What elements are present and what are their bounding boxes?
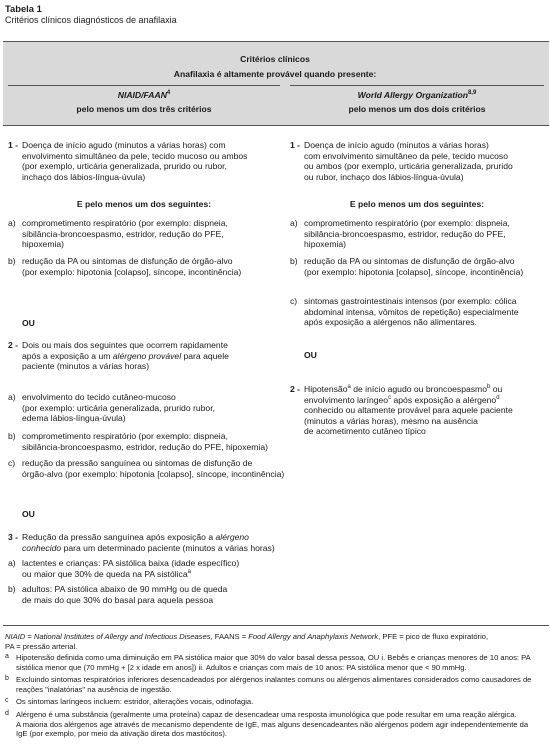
text-line: hipoxemia)	[22, 239, 65, 250]
header-right-org: World Allergy Organization$^{8,9}$	[357, 90, 477, 100]
footnote-a-mark: a	[5, 653, 9, 660]
text-line: reações "inalatórias" na ausência de ingestão.	[16, 684, 172, 694]
left-criterion-2-number: 2 -	[8, 340, 19, 350]
text-line: comprometimento respiratório (por exemplo: dispneia,	[304, 218, 510, 228]
table-caption: Critérios clínicos diagnósticos de anafilaxia	[5, 15, 177, 25]
text-line: envolvimento simultâneo da pele, tecido mucoso ou ambos	[22, 150, 248, 161]
left-criterion-2a	[22, 392, 215, 424]
text-line: PA = pressão arterial.	[5, 641, 78, 651]
text-line: ou maior que 30% de queda na PA sistólica$^a$	[22, 568, 191, 579]
right-criterion-2	[304, 384, 513, 437]
left-criterion-1b	[22, 256, 241, 277]
text-line: com envolvimento simultâneo da pele, tecido mucoso	[304, 150, 508, 161]
left-item-b-mark: b)	[8, 584, 16, 594]
left-or-2: OU	[22, 509, 35, 519]
header-left-org: NIAID/FAAN$^4$	[117, 90, 171, 100]
right-item-b-mark: b)	[290, 256, 298, 266]
text-line: órgão-alvo (por exemplo: hipotonia [colapso], síncope, incontinência)	[22, 468, 285, 479]
text-line: A maioria dos alérgenos age através de mecanismo dependente de IgE, mas alguns desencadeantes não alérgenos podem agir independentemente da	[16, 719, 529, 729]
text-line: edema lábios-língua-úvula)	[22, 413, 126, 424]
right-criterion-b	[304, 256, 523, 277]
text-line: sibilância-broncoespasmo, estridor, redução do PFE,	[304, 228, 506, 239]
left-criterion-3b	[22, 584, 227, 605]
text-line: ou rubor, inchaço dos lábios-língua-úvula)	[304, 171, 464, 182]
text-line: inchaço dos lábios-língua-úvula)	[22, 171, 146, 182]
left-item-b-mark: b)	[8, 431, 16, 441]
text-line: (minutos a várias horas), mesmo na ausência	[304, 415, 478, 426]
header-title: Critérios clínicos	[240, 54, 310, 64]
footnote-d	[16, 710, 528, 739]
header-rule-left	[8, 85, 280, 86]
text-line: lactentes e crianças: PA sistólica baixa (idade específico)	[22, 558, 240, 568]
header-rule-right	[290, 85, 544, 86]
text-line: Doença de início agudo (minutos a várias horas)	[304, 140, 489, 150]
left-criterion-1a	[22, 218, 228, 250]
left-item-a-mark: a)	[8, 392, 16, 402]
text-line: envolvimento laríngeo$^c$ após exposição a alérgeno$^d$	[304, 394, 500, 405]
text-line: comprometimento respiratório (por exemplo: dispneia,	[22, 431, 228, 441]
text-line: redução da PA ou sintomas de disfunção de órgão-alvo	[22, 256, 233, 266]
table-label: Tabela 1	[5, 3, 42, 14]
right-criterion-1-number: 1 -	[290, 140, 301, 150]
left-criterion-2	[22, 340, 229, 372]
left-item-a-mark: a)	[8, 558, 16, 568]
text-line: sintomas gastrointestinais intensos (por exemplo: cólica	[304, 296, 517, 306]
left-item-a-mark: a)	[8, 218, 16, 228]
text-line: IgE (por exemplo, por meio da ativação direta dos mastócitos).	[16, 729, 228, 739]
left-criterion-3-number: 3 -	[8, 532, 19, 542]
footnote-c-mark: c	[5, 697, 9, 704]
left-criterion-2c	[22, 458, 284, 479]
text-line: comprometimento respiratório (por exemplo: dispneia,	[22, 218, 228, 228]
text-line: (por exemplo: urticária generalizada, prurido rubor,	[22, 402, 215, 413]
left-or-1: OU	[22, 318, 35, 328]
right-or-1: OU	[304, 350, 317, 360]
footnote-a	[16, 653, 531, 672]
text-line: Doença de início agudo (minutos a várias horas) com	[22, 140, 226, 150]
text-line: Hipotensão$^a$ de início agudo ou broncoespasmo$^b$ ou	[304, 384, 503, 394]
text-line: paciente (minutos a várias horas)	[22, 361, 150, 372]
header-subtitle: Anafilaxia é altamente provável quando presente:	[173, 69, 377, 79]
text-line: conhecido para um determinado paciente (minutos a várias horas)	[22, 542, 275, 553]
text-line: sibilância-broncoespasmo, estridor, redução do PFE,	[22, 228, 224, 239]
footnote-b-mark: b	[5, 675, 9, 682]
text-line: ou ambos (por exemplo, urticária generalizada, prurido	[304, 161, 513, 172]
text-line: hipoxemia)	[304, 239, 347, 250]
text-line: de mais do que 30% do basal para aquela pessoa	[22, 594, 214, 605]
left-criterion-3	[22, 532, 275, 553]
left-and-at-least: E pelo menos um dos seguintes:	[76, 199, 212, 209]
right-criterion-c	[304, 296, 519, 328]
right-item-c-mark: c)	[290, 296, 298, 306]
text-line: (por exemplo: hipotonia [colapso], síncope, incontinência)	[304, 266, 524, 277]
text-line: redução da pressão sanguínea ou sintomas de disfunção de	[22, 458, 253, 468]
text-line: NIAID = National Institutes of Allergy and Infectious Diseases, FAANS = Food Allergy and Anaphylaxis Network, PFE = pico de fluxo expiratório,	[5, 632, 489, 641]
header-left-sub: pelo menos um dos três critérios	[76, 104, 212, 114]
text-line: redução da PA ou sintomas de disfunção de órgão-alvo	[304, 256, 515, 266]
footnote-c	[16, 697, 253, 707]
footnote-b	[16, 675, 531, 694]
text-line: Os sintomas laríngeos incluem: estridor, alterações vocais, odinofagia.	[16, 697, 254, 706]
right-criterion-a	[304, 218, 510, 250]
text-line: (por exemplo, urticária generalizada, prurido ou rubor,	[22, 161, 227, 172]
left-item-c-mark: c)	[8, 458, 16, 468]
left-criterion-1-number: 1 -	[8, 140, 19, 150]
text-line: Alérgeno é uma substância (geralmente uma proteína) capaz de desencadear uma resposta imunológica que pode resultar em uma reação alérgica.	[16, 710, 517, 719]
left-criterion-2b	[22, 431, 268, 452]
text-line: sibilância-broncoespasmo, estridor, redução do PFE, hipoxemia)	[22, 441, 268, 452]
text-line: envolvimento do tecido cutâneo-mucoso	[22, 392, 176, 402]
text-line: Excluindo sintomas respiratórios inferiores desencadeados por alérgenos inalantes comuns ou alérgenos alimentares considerados como causadores de	[16, 675, 532, 684]
left-criterion-3a	[22, 558, 239, 579]
text-line: sistólica menor que (70 mmHg + [2 x idade em anos]) ii. Adultos e crianças com mais de 10 anos: PA sistólica menor que < 90 mmHg.	[16, 662, 467, 672]
text-line: após a exposição a um alérgeno provável para aquele	[22, 350, 229, 361]
text-line: conhecido ou altamente provável para aquele paciente	[304, 405, 513, 416]
left-item-b-mark: b)	[8, 256, 16, 266]
right-item-a-mark: a)	[290, 218, 298, 228]
text-line: Dois ou mais dos seguintes que ocorrem rapidamente	[22, 340, 228, 350]
text-line: abdominal intensa, vômitos de repetição) especialmente	[304, 306, 519, 317]
text-line: (por exemplo: hipotonia [colapso], síncope, incontinência)	[22, 266, 242, 277]
text-line: Hipotensão definida como uma diminuição em PA sistólica maior que 30% do valor basal dessa pessoa, OU i. Bebês e crianças menores de 10 anos: PA	[16, 653, 531, 662]
right-criterion-1	[304, 140, 513, 182]
footnote-d-mark: d	[5, 710, 9, 717]
left-criterion-1	[22, 140, 247, 182]
text-line: de acometimento cutâneo típico	[304, 426, 426, 437]
text-line: após exposição a alérgenos não alimentares.	[304, 317, 477, 328]
right-criterion-2-number: 2 -	[290, 384, 301, 394]
right-and-at-least: E pelo menos um dos seguintes:	[349, 199, 485, 209]
table-bottom-rule	[3, 625, 549, 626]
footnote-abbreviations	[5, 632, 488, 651]
text-line: Redução da pressão sanguínea após exposição a alérgeno	[22, 532, 249, 542]
text-line: adultos: PA sistólica abaixo de 90 mmHg ou de queda	[22, 584, 228, 594]
header-right-sub: pelo menos um dos dois critérios	[348, 104, 486, 114]
